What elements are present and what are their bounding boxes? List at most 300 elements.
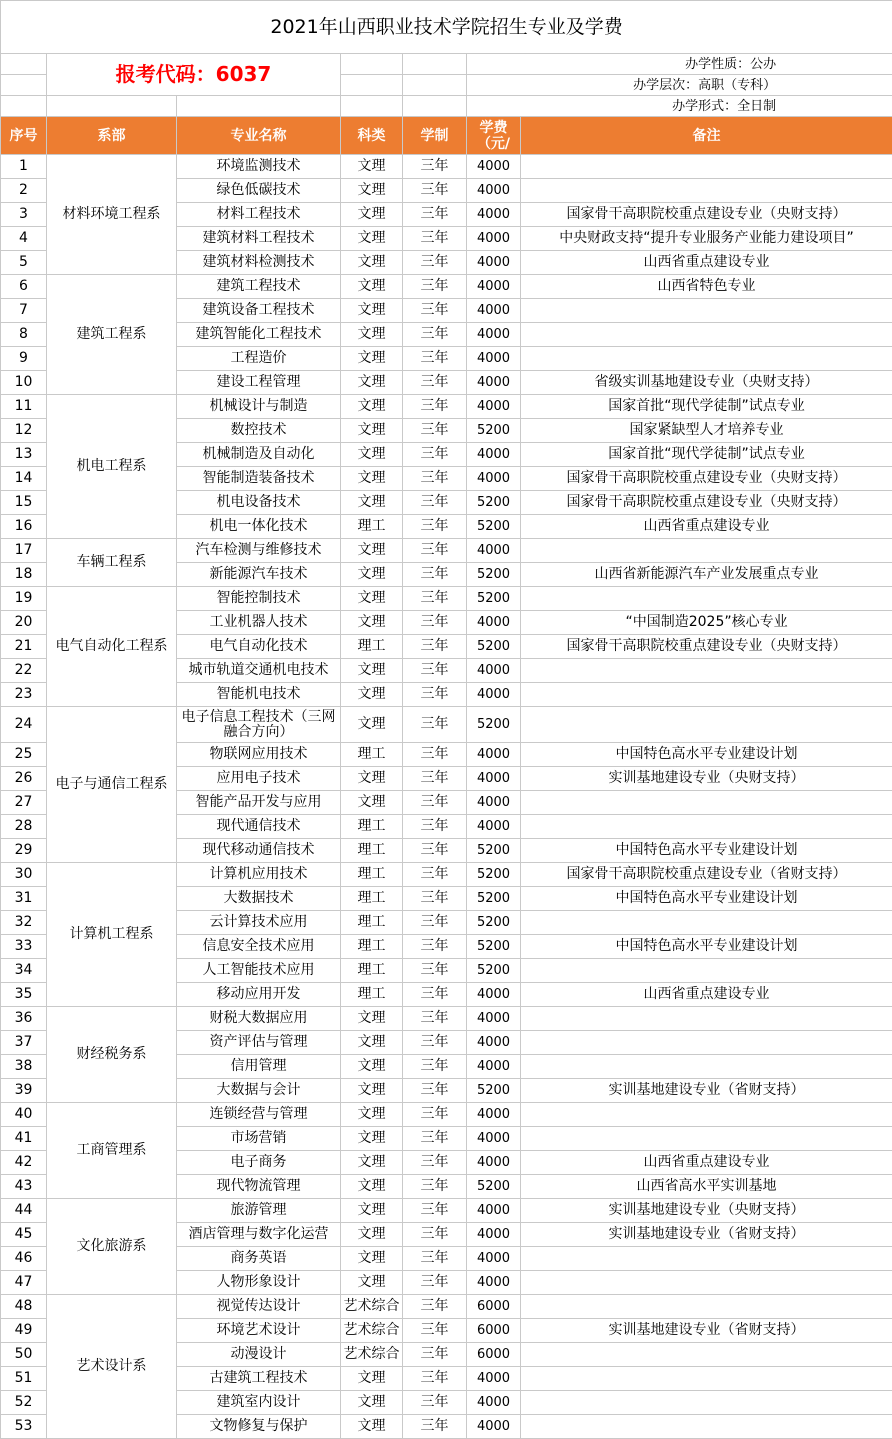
tuition-fee: 4000	[467, 467, 521, 491]
study-years: 三年	[403, 635, 467, 659]
study-years: 三年	[403, 1079, 467, 1103]
row-no: 25	[1, 743, 47, 767]
major-name: 视觉传达设计	[177, 1295, 341, 1319]
subject-type: 文理	[341, 395, 403, 419]
major-name: 建筑工程技术	[177, 275, 341, 299]
subject-type: 理工	[341, 887, 403, 911]
row-no: 3	[1, 203, 47, 227]
remark	[521, 1127, 892, 1151]
major-name: 移动应用开发	[177, 983, 341, 1007]
remark	[521, 1415, 892, 1439]
subject-type: 艺术综合	[341, 1295, 403, 1319]
major-name: 智能控制技术	[177, 587, 341, 611]
remark: 国家首批“现代学徒制”试点专业	[521, 443, 892, 467]
subject-type: 理工	[341, 863, 403, 887]
subject-type: 文理	[341, 1055, 403, 1079]
row-no: 9	[1, 347, 47, 371]
row-no: 27	[1, 791, 47, 815]
remark: 中国特色高水平专业建设计划	[521, 887, 892, 911]
subject-type: 文理	[341, 371, 403, 395]
tuition-fee: 4000	[467, 299, 521, 323]
study-years: 三年	[403, 347, 467, 371]
remark: 山西省特色专业	[521, 275, 892, 299]
department-cell: 财经税务系	[47, 1007, 177, 1103]
tuition-fee: 5200	[467, 491, 521, 515]
row-no: 12	[1, 419, 47, 443]
tuition-fee: 4000	[467, 1127, 521, 1151]
row-no: 4	[1, 227, 47, 251]
subject-type: 文理	[341, 563, 403, 587]
tuition-fee: 5200	[467, 839, 521, 863]
row-no: 18	[1, 563, 47, 587]
subject-type: 文理	[341, 1367, 403, 1391]
study-years: 三年	[403, 1103, 467, 1127]
row-no: 33	[1, 935, 47, 959]
remark: 实训基地建设专业（省财支持）	[521, 1079, 892, 1103]
row-no: 40	[1, 1103, 47, 1127]
major-name: 人工智能技术应用	[177, 959, 341, 983]
row-no: 44	[1, 1199, 47, 1223]
study-years: 三年	[403, 467, 467, 491]
row-no: 45	[1, 1223, 47, 1247]
subject-type: 文理	[341, 419, 403, 443]
major-name: 建设工程管理	[177, 371, 341, 395]
tuition-fee: 4000	[467, 395, 521, 419]
tuition-fee: 4000	[467, 179, 521, 203]
tuition-fee: 5200	[467, 587, 521, 611]
study-years: 三年	[403, 1367, 467, 1391]
subject-type: 理工	[341, 911, 403, 935]
blank-cell	[403, 75, 467, 96]
study-years: 三年	[403, 1055, 467, 1079]
study-years: 三年	[403, 1127, 467, 1151]
row-no: 24	[1, 707, 47, 743]
study-years: 三年	[403, 1031, 467, 1055]
study-years: 三年	[403, 815, 467, 839]
major-name: 建筑室内设计	[177, 1391, 341, 1415]
study-years: 三年	[403, 1271, 467, 1295]
study-years: 三年	[403, 767, 467, 791]
header-row	[1, 117, 892, 155]
tuition-fee: 4000	[467, 1415, 521, 1439]
tuition-fee: 4000	[467, 443, 521, 467]
major-name: 智能机电技术	[177, 683, 341, 707]
major-name: 动漫设计	[177, 1343, 341, 1367]
remark: 中国特色高水平专业建设计划	[521, 743, 892, 767]
tuition-fee: 4000	[467, 203, 521, 227]
subject-type: 文理	[341, 323, 403, 347]
row-no: 46	[1, 1247, 47, 1271]
header-type: 科类	[341, 117, 403, 155]
subject-type: 理工	[341, 839, 403, 863]
tuition-fee: 5200	[467, 419, 521, 443]
major-name: 资产评估与管理	[177, 1031, 341, 1055]
department-cell: 材料环境工程系	[47, 155, 177, 275]
header-fee: 学费（元/	[467, 117, 521, 155]
study-years: 三年	[403, 935, 467, 959]
row-no: 19	[1, 587, 47, 611]
major-name: 工程造价	[177, 347, 341, 371]
remark	[521, 683, 892, 707]
department-cell: 电气自动化工程系	[47, 587, 177, 707]
major-name: 建筑材料工程技术	[177, 227, 341, 251]
row-no: 32	[1, 911, 47, 935]
remark	[521, 1103, 892, 1127]
tuition-fee: 5200	[467, 959, 521, 983]
study-years: 三年	[403, 227, 467, 251]
remark: 山西省重点建设专业	[521, 251, 892, 275]
tuition-fee: 6000	[467, 1319, 521, 1343]
major-name: 人物形象设计	[177, 1271, 341, 1295]
row-no: 21	[1, 635, 47, 659]
remark	[521, 539, 892, 563]
remark	[521, 299, 892, 323]
study-years: 三年	[403, 179, 467, 203]
blank-cell	[341, 96, 403, 117]
department-cell: 工商管理系	[47, 1103, 177, 1199]
info-level: 办学层次：高职（专科）	[467, 75, 892, 96]
subject-type: 理工	[341, 743, 403, 767]
study-years: 三年	[403, 839, 467, 863]
info-nature: 办学性质：公办	[467, 54, 892, 75]
info-form: 办学形式：全日制	[467, 96, 892, 117]
tuition-fee: 4000	[467, 539, 521, 563]
remark	[521, 1031, 892, 1055]
study-years: 三年	[403, 515, 467, 539]
major-name: 建筑材料检测技术	[177, 251, 341, 275]
subject-type: 文理	[341, 1391, 403, 1415]
subject-type: 文理	[341, 467, 403, 491]
tuition-fee: 5200	[467, 563, 521, 587]
subject-type: 文理	[341, 299, 403, 323]
table-row	[1, 1007, 892, 1031]
remark	[521, 791, 892, 815]
tuition-fee: 4000	[467, 251, 521, 275]
tuition-fee: 4000	[467, 983, 521, 1007]
remark	[521, 1007, 892, 1031]
department-cell: 文化旅游系	[47, 1199, 177, 1295]
remark	[521, 1367, 892, 1391]
major-name: 工业机器人技术	[177, 611, 341, 635]
row-no: 53	[1, 1415, 47, 1439]
row-no: 17	[1, 539, 47, 563]
header-no: 序号	[1, 117, 47, 155]
department-cell: 电子与通信工程系	[47, 707, 177, 863]
remark: 国家骨干高职院校重点建设专业（省财支持）	[521, 863, 892, 887]
remark	[521, 587, 892, 611]
study-years: 三年	[403, 863, 467, 887]
department-cell: 艺术设计系	[47, 1295, 177, 1439]
table-row	[1, 1295, 892, 1319]
blank-cell	[177, 96, 341, 117]
major-name: 现代移动通信技术	[177, 839, 341, 863]
subject-type: 文理	[341, 791, 403, 815]
header-dept: 系部	[47, 117, 177, 155]
remark	[521, 659, 892, 683]
remark: 山西省重点建设专业	[521, 1151, 892, 1175]
remark: 山西省重点建设专业	[521, 983, 892, 1007]
remark	[521, 707, 892, 743]
subject-type: 文理	[341, 1175, 403, 1199]
tuition-fee: 4000	[467, 1199, 521, 1223]
major-name: 建筑设备工程技术	[177, 299, 341, 323]
remark: “中国制造2025”核心专业	[521, 611, 892, 635]
remark: 国家骨干高职院校重点建设专业（央财支持）	[521, 635, 892, 659]
major-name: 材料工程技术	[177, 203, 341, 227]
subject-type: 文理	[341, 491, 403, 515]
remark: 中国特色高水平专业建设计划	[521, 839, 892, 863]
tuition-fee: 6000	[467, 1343, 521, 1367]
major-name: 文物修复与保护	[177, 1415, 341, 1439]
subject-type: 文理	[341, 1199, 403, 1223]
remark	[521, 1391, 892, 1415]
study-years: 三年	[403, 539, 467, 563]
row-no: 11	[1, 395, 47, 419]
subject-type: 文理	[341, 1247, 403, 1271]
tuition-fee: 5200	[467, 935, 521, 959]
row-no: 10	[1, 371, 47, 395]
tuition-fee: 4000	[467, 767, 521, 791]
row-no: 42	[1, 1151, 47, 1175]
study-years: 三年	[403, 299, 467, 323]
remark: 山西省重点建设专业	[521, 515, 892, 539]
subject-type: 文理	[341, 1223, 403, 1247]
major-name: 机械制造及自动化	[177, 443, 341, 467]
remark	[521, 959, 892, 983]
study-years: 三年	[403, 659, 467, 683]
row-no: 1	[1, 155, 47, 179]
major-name: 电子信息工程技术（三网融合方向）	[177, 707, 341, 743]
major-name: 财税大数据应用	[177, 1007, 341, 1031]
study-years: 三年	[403, 563, 467, 587]
remark: 国家骨干高职院校重点建设专业（央财支持）	[521, 203, 892, 227]
table-row	[1, 1103, 892, 1127]
remark	[521, 1055, 892, 1079]
study-years: 三年	[403, 887, 467, 911]
table-row	[1, 587, 892, 611]
subject-type: 文理	[341, 1007, 403, 1031]
row-no: 50	[1, 1343, 47, 1367]
tuition-fee: 4000	[467, 1391, 521, 1415]
remark: 山西省高水平实训基地	[521, 1175, 892, 1199]
row-no: 28	[1, 815, 47, 839]
remark	[521, 1271, 892, 1295]
blank-cell	[341, 75, 403, 96]
row-no: 8	[1, 323, 47, 347]
row-no: 43	[1, 1175, 47, 1199]
study-years: 三年	[403, 683, 467, 707]
blank-cell	[403, 96, 467, 117]
tuition-fee: 4000	[467, 815, 521, 839]
study-years: 三年	[403, 491, 467, 515]
tuition-fee: 4000	[467, 743, 521, 767]
row-no: 26	[1, 767, 47, 791]
subject-type: 文理	[341, 275, 403, 299]
major-name: 商务英语	[177, 1247, 341, 1271]
major-name: 现代物流管理	[177, 1175, 341, 1199]
study-years: 三年	[403, 155, 467, 179]
remark	[521, 1343, 892, 1367]
table-row	[1, 539, 892, 563]
tuition-fee: 4000	[467, 611, 521, 635]
remark	[521, 1295, 892, 1319]
subject-type: 理工	[341, 515, 403, 539]
subject-type: 理工	[341, 815, 403, 839]
row-no: 37	[1, 1031, 47, 1055]
remark: 实训基地建设专业（省财支持）	[521, 1319, 892, 1343]
blank-cell	[1, 75, 47, 96]
tuition-fee: 5200	[467, 515, 521, 539]
major-name: 现代通信技术	[177, 815, 341, 839]
study-years: 三年	[403, 203, 467, 227]
major-name: 酒店管理与数字化运营	[177, 1223, 341, 1247]
blank-cell	[1, 54, 47, 75]
remark: 实训基地建设专业（省财支持）	[521, 1223, 892, 1247]
tuition-fee: 4000	[467, 1223, 521, 1247]
study-years: 三年	[403, 1415, 467, 1439]
department-cell: 计算机工程系	[47, 863, 177, 1007]
remark: 实训基地建设专业（央财支持）	[521, 767, 892, 791]
major-name: 大数据与会计	[177, 1079, 341, 1103]
study-years: 三年	[403, 251, 467, 275]
header-note: 备注	[521, 117, 892, 155]
subject-type: 理工	[341, 983, 403, 1007]
tuition-fee: 4000	[467, 1247, 521, 1271]
remark	[521, 155, 892, 179]
study-years: 三年	[403, 1151, 467, 1175]
tuition-fee: 4000	[467, 683, 521, 707]
subject-type: 文理	[341, 1127, 403, 1151]
remark	[521, 323, 892, 347]
major-name: 旅游管理	[177, 1199, 341, 1223]
study-years: 三年	[403, 371, 467, 395]
major-name: 汽车检测与维修技术	[177, 539, 341, 563]
subject-type: 文理	[341, 539, 403, 563]
department-cell: 车辆工程系	[47, 539, 177, 587]
remark: 国家骨干高职院校重点建设专业（央财支持）	[521, 491, 892, 515]
study-years: 三年	[403, 323, 467, 347]
table-row	[1, 863, 892, 887]
row-no: 7	[1, 299, 47, 323]
tuition-fee: 4000	[467, 275, 521, 299]
remark: 实训基地建设专业（央财支持）	[521, 1199, 892, 1223]
study-years: 三年	[403, 1391, 467, 1415]
study-years: 三年	[403, 707, 467, 743]
subject-type: 艺术综合	[341, 1319, 403, 1343]
tuition-fee: 5200	[467, 1079, 521, 1103]
subject-type: 文理	[341, 227, 403, 251]
study-years: 三年	[403, 791, 467, 815]
subject-type: 文理	[341, 347, 403, 371]
tuition-fee: 5200	[467, 887, 521, 911]
subject-type: 理工	[341, 635, 403, 659]
row-no: 30	[1, 863, 47, 887]
remark	[521, 911, 892, 935]
subject-type: 文理	[341, 1271, 403, 1295]
study-years: 三年	[403, 443, 467, 467]
row-no: 23	[1, 683, 47, 707]
study-years: 三年	[403, 611, 467, 635]
tuition-fee: 4000	[467, 1007, 521, 1031]
row-no: 41	[1, 1127, 47, 1151]
tuition-fee: 4000	[467, 323, 521, 347]
study-years: 三年	[403, 587, 467, 611]
major-name: 机电设备技术	[177, 491, 341, 515]
tuition-fee: 4000	[467, 347, 521, 371]
subject-type: 文理	[341, 587, 403, 611]
major-name: 电子商务	[177, 1151, 341, 1175]
row-no: 22	[1, 659, 47, 683]
remark: 山西省新能源汽车产业发展重点专业	[521, 563, 892, 587]
major-name: 云计算技术应用	[177, 911, 341, 935]
tuition-fee: 4000	[467, 1151, 521, 1175]
study-years: 三年	[403, 1319, 467, 1343]
major-name: 古建筑工程技术	[177, 1367, 341, 1391]
row-no: 49	[1, 1319, 47, 1343]
row-no: 5	[1, 251, 47, 275]
study-years: 三年	[403, 1295, 467, 1319]
tuition-fee: 4000	[467, 371, 521, 395]
tuition-fee: 4000	[467, 791, 521, 815]
study-years: 三年	[403, 419, 467, 443]
tuition-fee: 4000	[467, 1031, 521, 1055]
major-name: 物联网应用技术	[177, 743, 341, 767]
tuition-fee: 4000	[467, 1367, 521, 1391]
table-row	[1, 707, 892, 743]
remark: 中国特色高水平专业建设计划	[521, 935, 892, 959]
subject-type: 理工	[341, 935, 403, 959]
study-years: 三年	[403, 395, 467, 419]
major-name: 机械设计与制造	[177, 395, 341, 419]
major-name: 数控技术	[177, 419, 341, 443]
tuition-fee: 6000	[467, 1295, 521, 1319]
page-title: 2021年山西职业技术学院招生专业及学费	[1, 1, 892, 54]
major-name: 绿色低碳技术	[177, 179, 341, 203]
remark	[521, 179, 892, 203]
row-no: 14	[1, 467, 47, 491]
remark	[521, 815, 892, 839]
major-name: 电气自动化技术	[177, 635, 341, 659]
tuition-fee: 5200	[467, 707, 521, 743]
row-no: 36	[1, 1007, 47, 1031]
major-name: 智能产品开发与应用	[177, 791, 341, 815]
major-name: 环境监测技术	[177, 155, 341, 179]
exam-code: 报考代码：6037	[47, 54, 341, 96]
subject-type: 文理	[341, 659, 403, 683]
remark: 国家首批“现代学徒制”试点专业	[521, 395, 892, 419]
subject-type: 文理	[341, 767, 403, 791]
row-no: 39	[1, 1079, 47, 1103]
subject-type: 文理	[341, 443, 403, 467]
tuition-fee: 5200	[467, 863, 521, 887]
row-no: 34	[1, 959, 47, 983]
major-name: 建筑智能化工程技术	[177, 323, 341, 347]
row-no: 16	[1, 515, 47, 539]
remark	[521, 1247, 892, 1271]
subject-type: 文理	[341, 683, 403, 707]
row-no: 52	[1, 1391, 47, 1415]
subject-type: 文理	[341, 1103, 403, 1127]
major-name: 信息安全技术应用	[177, 935, 341, 959]
tuition-fee: 5200	[467, 635, 521, 659]
tuition-fee: 5200	[467, 911, 521, 935]
study-years: 三年	[403, 911, 467, 935]
study-years: 三年	[403, 1175, 467, 1199]
tuition-fee: 4000	[467, 155, 521, 179]
subject-type: 文理	[341, 1079, 403, 1103]
remark: 国家骨干高职院校重点建设专业（央财支持）	[521, 467, 892, 491]
study-years: 三年	[403, 1343, 467, 1367]
